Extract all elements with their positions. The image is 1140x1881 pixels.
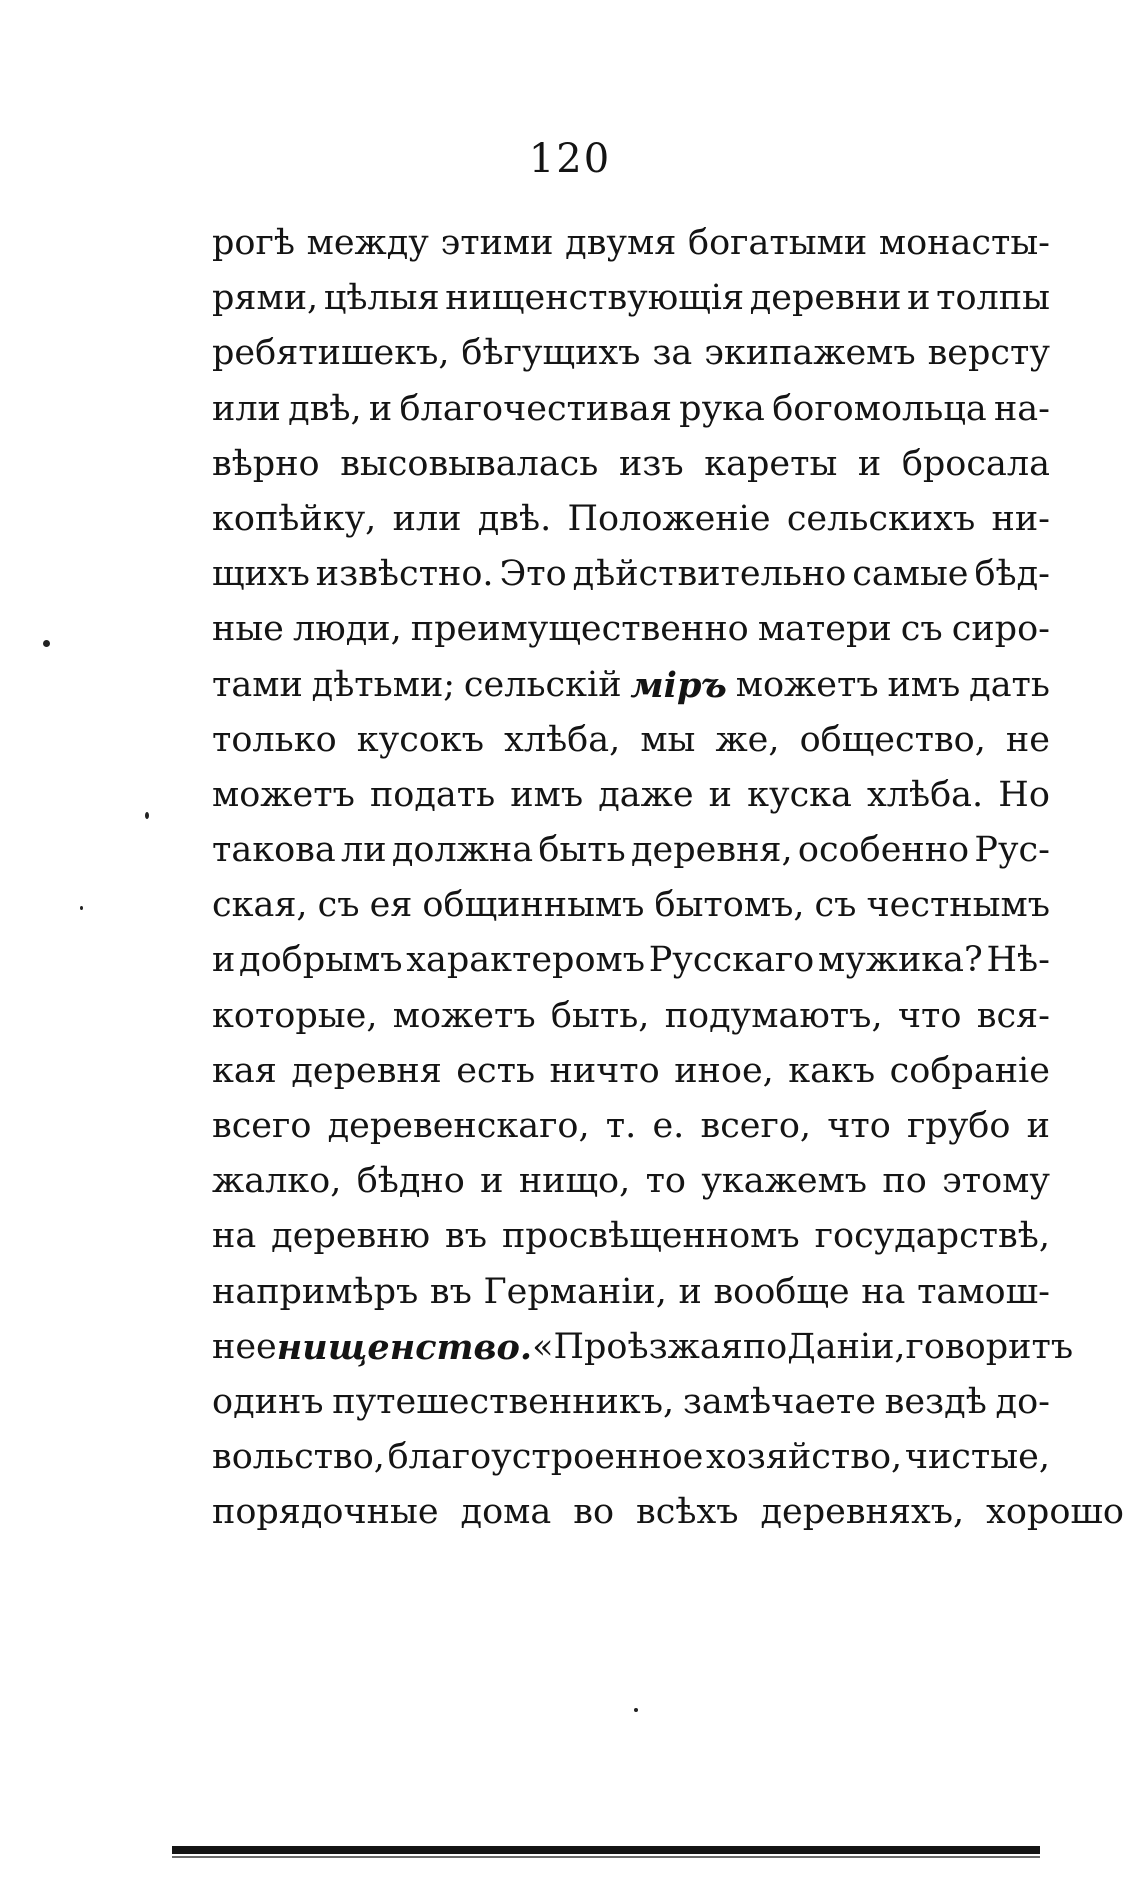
text-line	[212, 1099, 1050, 1154]
text-line	[212, 271, 1050, 326]
word: деревняхъ,	[760, 1492, 965, 1533]
text-line	[212, 878, 1050, 933]
body-text	[212, 216, 1125, 1541]
word: всего,	[700, 1106, 812, 1146]
word: сиро-	[951, 609, 1050, 650]
word: тами	[212, 664, 303, 705]
italic-word: нищенство.	[276, 1326, 533, 1368]
text-line	[212, 713, 1050, 768]
word: монасты-	[878, 223, 1050, 263]
word: Нѣ-	[986, 940, 1050, 981]
word: и	[368, 388, 393, 429]
word: ные	[212, 609, 284, 650]
word: можетъ	[735, 664, 879, 705]
word: на	[861, 1271, 906, 1312]
word: копѣйку,	[212, 498, 377, 539]
word: бѣдно	[356, 1161, 465, 1202]
word: Русскаго	[648, 940, 815, 981]
word: двѣ.	[477, 498, 552, 539]
word: что	[897, 995, 962, 1036]
word: тамош-	[917, 1271, 1050, 1312]
word: вѣрно	[212, 443, 320, 484]
word: какъ	[788, 1050, 876, 1091]
word: и	[907, 278, 931, 319]
word: порядочные	[212, 1492, 439, 1533]
word: этими	[440, 223, 554, 263]
word: версту	[927, 333, 1050, 374]
word: на-	[993, 388, 1050, 429]
word: самые	[852, 554, 969, 595]
word: есть	[456, 1050, 536, 1091]
italic-word: міръ	[630, 664, 727, 706]
word: хлѣба,	[504, 719, 621, 760]
word: по	[742, 1326, 788, 1367]
word: нищенствующія	[445, 278, 745, 319]
word: благоустроенное	[387, 1437, 704, 1478]
text-line	[212, 326, 1050, 381]
word: двумя	[565, 223, 677, 263]
text-line	[212, 989, 1050, 1044]
word: ребятишекъ,	[212, 333, 450, 374]
word: бѣд-	[974, 554, 1050, 595]
word: «Проѣзжая	[532, 1326, 743, 1367]
word: Положеніе	[567, 498, 771, 539]
word: чистые,	[904, 1437, 1050, 1478]
word: Рус-	[974, 830, 1050, 871]
word: ничто	[549, 1050, 660, 1091]
scan-speck	[145, 812, 149, 819]
word: всего	[212, 1106, 312, 1146]
word: экипажемъ	[704, 333, 916, 374]
word: жалко,	[212, 1161, 342, 1202]
word: богатыми	[688, 223, 868, 263]
word: укажемъ	[701, 1161, 868, 1202]
text-line	[212, 382, 1050, 437]
word: говоритъ	[905, 1326, 1074, 1367]
word: матери	[757, 609, 892, 650]
word: напримѣръ	[212, 1271, 419, 1312]
text-line	[212, 1320, 1074, 1375]
word: имъ	[510, 774, 584, 815]
word: не	[1005, 719, 1050, 760]
word: государствѣ,	[814, 1216, 1050, 1257]
text-line	[212, 602, 1050, 657]
word: подать	[369, 774, 496, 815]
word: подумаютъ,	[664, 995, 883, 1036]
word: ли	[341, 830, 387, 871]
word: бытомъ,	[654, 885, 805, 926]
word: рями,	[212, 278, 319, 319]
word: съ	[317, 885, 360, 926]
text-line	[212, 1485, 1125, 1540]
word: хорошо	[986, 1492, 1125, 1533]
word: благочестивая	[399, 388, 672, 429]
word: деревня	[291, 1050, 442, 1091]
word: и	[1026, 1106, 1050, 1146]
word: въ	[445, 1216, 488, 1257]
text-line	[212, 1154, 1050, 1209]
text-line	[212, 768, 1050, 823]
page-bottom-edge	[172, 1846, 1040, 1854]
word: во	[573, 1492, 615, 1533]
word: вездѣ	[884, 1381, 987, 1422]
word: же,	[715, 719, 780, 760]
word: е.	[652, 1106, 685, 1146]
word: собраніе	[889, 1050, 1050, 1091]
word: этому	[942, 1161, 1050, 1202]
word: или	[212, 388, 281, 429]
word: мы	[640, 719, 696, 760]
word: Но	[998, 774, 1050, 815]
word: быть,	[550, 995, 650, 1036]
word: изъ	[618, 443, 684, 484]
word: извѣстно.	[315, 554, 494, 595]
word: кареты	[704, 443, 838, 484]
word: толпы	[936, 278, 1050, 319]
word: двѣ,	[288, 388, 362, 429]
word: деревню	[271, 1216, 431, 1257]
word: бѣгущихъ	[461, 333, 641, 374]
word: мужика?	[817, 940, 983, 981]
word: характеромъ	[406, 940, 646, 981]
word: и	[480, 1161, 504, 1202]
word: только	[212, 719, 337, 760]
word: вообще	[713, 1271, 850, 1312]
word: общиннымъ	[422, 885, 645, 926]
page-number: 120	[528, 136, 612, 182]
word: цѣлыя	[323, 278, 440, 319]
word: иное,	[674, 1050, 774, 1091]
word: между	[306, 223, 429, 263]
word: съ	[900, 609, 943, 650]
word: по	[882, 1161, 927, 1202]
word: преимущественно	[410, 609, 749, 650]
word: Это	[499, 554, 567, 595]
word: за	[652, 333, 693, 374]
word: деревня,	[630, 830, 793, 871]
word: на	[212, 1216, 257, 1257]
word: одинъ	[212, 1381, 324, 1422]
text-line	[212, 437, 1050, 492]
text-line	[212, 1265, 1050, 1320]
word: нее	[212, 1326, 277, 1367]
word: такова	[212, 830, 336, 871]
text-line	[212, 1375, 1050, 1430]
word: дома	[460, 1492, 552, 1533]
word: и	[857, 443, 882, 484]
word: ни-	[991, 498, 1050, 539]
text-line	[212, 1044, 1050, 1099]
text-line	[212, 492, 1050, 547]
scan-speck	[634, 1708, 638, 1712]
word: путешественникъ,	[332, 1381, 675, 1422]
word: особенно	[797, 830, 970, 871]
word: честнымъ	[866, 885, 1050, 926]
word: и	[678, 1271, 702, 1312]
word: кусокъ	[356, 719, 485, 760]
word: должна	[391, 830, 534, 871]
word: Германіи,	[483, 1271, 667, 1312]
word: высовывалась	[340, 443, 599, 484]
word: рука	[679, 388, 765, 429]
word: то	[645, 1161, 686, 1202]
word: или	[392, 498, 462, 539]
word: и	[708, 774, 732, 815]
word: дѣтьми;	[311, 664, 456, 705]
word: замѣчаете	[682, 1381, 876, 1422]
word: деревни	[749, 278, 902, 319]
word: сельскихъ	[786, 498, 976, 539]
word: всѣхъ	[636, 1492, 739, 1533]
text-line	[212, 1209, 1050, 1264]
word: щихъ	[212, 554, 310, 595]
word: можетъ	[392, 995, 536, 1036]
text-line	[212, 216, 1050, 271]
text-line	[212, 823, 1050, 878]
word: съ	[814, 885, 857, 926]
word: даже	[598, 774, 694, 815]
page-bottom-edge-shadow	[172, 1856, 1040, 1858]
word: что	[827, 1106, 891, 1146]
word: бросала	[901, 443, 1050, 484]
word: просвѣщенномъ	[501, 1216, 800, 1257]
word: которые,	[212, 995, 378, 1036]
word: быть	[538, 830, 626, 871]
word: въ	[429, 1271, 472, 1312]
text-line	[212, 1430, 1050, 1485]
word: сельскій	[463, 664, 622, 705]
word: богомольца	[772, 388, 987, 429]
word: можетъ	[212, 774, 355, 815]
word: Даніи,	[787, 1326, 906, 1367]
word: вольство,	[212, 1437, 385, 1478]
word: общество,	[799, 719, 986, 760]
word: рогѣ	[212, 223, 295, 263]
word: и	[212, 940, 236, 981]
word: т.	[605, 1106, 637, 1146]
word: грубо	[906, 1106, 1011, 1146]
text-line	[212, 547, 1050, 602]
word: дать	[969, 664, 1050, 705]
word: до-	[995, 1381, 1050, 1422]
scan-speck	[80, 906, 83, 910]
word: добрымъ	[239, 940, 403, 981]
word: вся-	[976, 995, 1050, 1036]
scan-speck	[43, 640, 50, 647]
text-line	[212, 658, 1050, 713]
word: нищо,	[518, 1161, 631, 1202]
word: куска	[747, 774, 852, 815]
word: ея	[369, 885, 413, 926]
word: деревенскаго,	[327, 1106, 590, 1146]
word: дѣйствительно	[572, 554, 847, 595]
word: хлѣба.	[867, 774, 984, 815]
word: имъ	[887, 664, 961, 705]
word: кая	[212, 1050, 277, 1091]
text-line	[212, 933, 1050, 988]
word: хозяйство,	[706, 1437, 903, 1478]
word: люди,	[292, 609, 402, 650]
word: ская,	[212, 885, 308, 926]
